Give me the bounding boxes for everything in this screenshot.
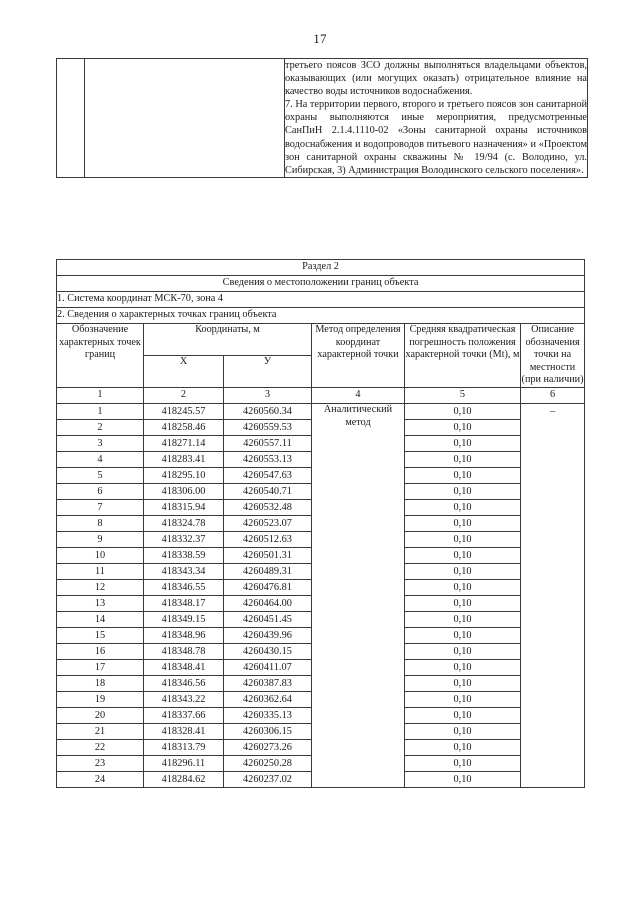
cell-point-number: 11 (57, 563, 144, 579)
cell-mean-square-error: 0,10 (405, 419, 521, 435)
cell-coordinate-x: 418271.14 (144, 435, 224, 451)
cell-coordinate-y: 4260237.02 (224, 771, 312, 787)
cell-coordinate-y: 4260512.63 (224, 531, 312, 547)
cell-coordinate-y: 4260547.63 (224, 467, 312, 483)
cell-mean-square-error: 0,10 (405, 755, 521, 771)
cell-mean-square-error: 0,10 (405, 451, 521, 467)
column-number-6: 6 (521, 387, 585, 403)
header-coordinates-group: Координаты, м (144, 324, 312, 356)
column-number-2: 2 (144, 387, 224, 403)
cell-coordinate-x: 418245.57 (144, 403, 224, 419)
cell-point-number: 1 (57, 403, 144, 419)
cell-coordinate-x: 418313.79 (144, 739, 224, 755)
page-number: 17 (313, 31, 327, 46)
cell-coordinate-y: 4260250.28 (224, 755, 312, 771)
table-row (57, 59, 588, 178)
cell-point-number: 9 (57, 531, 144, 547)
cell-coordinate-x: 418343.22 (144, 691, 224, 707)
cell-point-number: 2 (57, 419, 144, 435)
cell-coordinate-x: 418332.37 (144, 531, 224, 547)
cell-point-number: 18 (57, 675, 144, 691)
column-number-row (57, 387, 585, 403)
cell-coordinate-y: 4260439.96 (224, 627, 312, 643)
cell-coordinate-y: 4260523.07 (224, 515, 312, 531)
cell-point-number: 7 (57, 499, 144, 515)
cell-point-number: 16 (57, 643, 144, 659)
cell-coordinate-x: 418343.34 (144, 563, 224, 579)
cell-point-number: 4 (57, 451, 144, 467)
cell-coordinate-x: 418348.41 (144, 659, 224, 675)
cell-coordinate-y: 4260557.11 (224, 435, 312, 451)
cell-point-number: 21 (57, 723, 144, 739)
cell-coordinate-y: 4260532.48 (224, 499, 312, 515)
cell-point-number: 8 (57, 515, 144, 531)
cell-point-number: 3 (57, 435, 144, 451)
cell-coordinate-y: 4260362.64 (224, 691, 312, 707)
cell-mean-square-error: 0,10 (405, 483, 521, 499)
cell-coordinate-x: 418348.96 (144, 627, 224, 643)
cell-point-number: 22 (57, 739, 144, 755)
cell-mean-square-error: 0,10 (405, 643, 521, 659)
cell-mean-square-error: 0,10 (405, 563, 521, 579)
cell-coordinate-x: 418306.00 (144, 483, 224, 499)
cell-point-number: 24 (57, 771, 144, 787)
cell-mean-square-error: 0,10 (405, 691, 521, 707)
cell-mean-square-error: 0,10 (405, 659, 521, 675)
section-title-row (57, 260, 585, 276)
cell-coordinate-x: 418346.56 (144, 675, 224, 691)
cell-coordinate-x: 418283.41 (144, 451, 224, 467)
cell-coordinate-x: 418258.46 (144, 419, 224, 435)
header-method: Метод определения координат характерной точки (312, 324, 405, 388)
cell-mean-square-error: 0,10 (405, 531, 521, 547)
cell-coordinate-x: 418295.10 (144, 467, 224, 483)
cell-point-number: 10 (57, 547, 144, 563)
cell-coordinate-x: 418348.78 (144, 643, 224, 659)
cell-mean-square-error: 0,10 (405, 611, 521, 627)
cell-coordinate-x: 418338.59 (144, 547, 224, 563)
cell-coordinate-x: 418328.41 (144, 723, 224, 739)
table-row (57, 403, 585, 419)
cell-coordinate-x: 418296.11 (144, 755, 224, 771)
cell-coordinate-x: 418348.17 (144, 595, 224, 611)
cell-mean-square-error: 0,10 (405, 771, 521, 787)
cell-point-number: 23 (57, 755, 144, 771)
cell-mean-square-error: 0,10 (405, 499, 521, 515)
header-point-designation: Обозначение характерных точек границ (57, 324, 144, 388)
header-mean-square-error: Средняя квадратическая погрешность положения характерной точки (Mt), м (405, 324, 521, 388)
cell-coordinate-y: 4260501.31 (224, 547, 312, 563)
cell-point-number: 19 (57, 691, 144, 707)
cell-method-merged: Аналитический метод (312, 403, 405, 787)
cell-coordinate-x: 418346.55 (144, 579, 224, 595)
continuation-table (56, 58, 588, 178)
cell-coordinate-y: 4260335.13 (224, 707, 312, 723)
cell-coordinate-y: 4260464.00 (224, 595, 312, 611)
cell-mean-square-error: 0,10 (405, 515, 521, 531)
header-coordinate-y: У (224, 355, 312, 387)
cell-coordinate-x: 418349.15 (144, 611, 224, 627)
column-number-3: 3 (224, 387, 312, 403)
cell-coordinate-y: 4260476.81 (224, 579, 312, 595)
cell-mean-square-error: 0,10 (405, 547, 521, 563)
cell-mean-square-error: 0,10 (405, 739, 521, 755)
cell-mean-square-error: 0,10 (405, 595, 521, 611)
column-number-4: 4 (312, 387, 405, 403)
cell-coordinate-y: 4260306.15 (224, 723, 312, 739)
header-coordinate-x: X (144, 355, 224, 387)
cell-coordinate-y: 4260540.71 (224, 483, 312, 499)
cell-mean-square-error: 0,10 (405, 707, 521, 723)
cell-point-number: 13 (57, 595, 144, 611)
cell-coordinate-y: 4260451.45 (224, 611, 312, 627)
cell-mean-square-error: 0,10 (405, 627, 521, 643)
table-header-row-1 (57, 324, 585, 356)
cell-coordinate-x: 418284.62 (144, 771, 224, 787)
cell-coordinate-y: 4260489.31 (224, 563, 312, 579)
cell-coordinate-y: 4260559.53 (224, 419, 312, 435)
continuation-paragraph-1: третьего поясов ЗСО должны выполняться владельцами объектов, оказывающих (или могущих оказать) отрицательное влияние на качество воды источников водоснабжения. (285, 60, 587, 98)
cell-coordinate-y: 4260387.83 (224, 675, 312, 691)
cell-coordinate-y: 4260430.15 (224, 643, 312, 659)
cell-mean-square-error: 0,10 (405, 723, 521, 739)
cell-mean-square-error: 0,10 (405, 579, 521, 595)
section-item-2-row (57, 308, 585, 324)
cell-coordinate-y: 4260553.13 (224, 451, 312, 467)
cell-point-number: 12 (57, 579, 144, 595)
continuation-cell-empty-1 (57, 59, 85, 178)
section-subtitle: Сведения о местоположении границ объекта (57, 276, 585, 292)
cell-coordinate-x: 418315.94 (144, 499, 224, 515)
points-info-label: 2. Сведения о характерных точках границ объекта (57, 308, 585, 324)
cell-coordinate-x: 418324.78 (144, 515, 224, 531)
section-title: Раздел 2 (57, 260, 585, 276)
cell-mean-square-error: 0,10 (405, 435, 521, 451)
column-number-5: 5 (405, 387, 521, 403)
cell-mean-square-error: 0,10 (405, 467, 521, 483)
cell-mean-square-error: 0,10 (405, 675, 521, 691)
continuation-paragraph-2: 7. На территории первого, второго и третьего поясов зон санитарной охраны выполняются иные мероприятия, предусмотренные СанПиН 2.1.4.1110-02 «Зоны санитарной охраны источников водоснабжения и водопроводов питьевого назначения» и «Проектом зон санитарной охраны скважины № 19/94 (с. Володино, ул. Сибирская, 3) Администрация Володинского сельского поселения». (285, 99, 587, 176)
cell-description-merged: – (521, 403, 585, 787)
cell-coordinate-y: 4260560.34 (224, 403, 312, 419)
section-subtitle-row (57, 276, 585, 292)
continuation-cell-empty-2 (85, 59, 285, 178)
cell-mean-square-error: 0,10 (405, 403, 521, 419)
section-item-1-row (57, 292, 585, 308)
cell-point-number: 15 (57, 627, 144, 643)
cell-coordinate-x: 418337.66 (144, 707, 224, 723)
continuation-cell-text (285, 59, 588, 178)
cell-point-number: 20 (57, 707, 144, 723)
coordinate-system-label: 1. Система координат МСК-70, зона 4 (57, 292, 585, 308)
header-description: Описание обозначения точки на местности (при наличии) (521, 324, 585, 388)
cell-point-number: 17 (57, 659, 144, 675)
column-number-1: 1 (57, 387, 144, 403)
cell-point-number: 14 (57, 611, 144, 627)
cell-point-number: 5 (57, 467, 144, 483)
cell-point-number: 6 (57, 483, 144, 499)
section-2-table (56, 259, 585, 788)
cell-coordinate-y: 4260411.07 (224, 659, 312, 675)
cell-coordinate-y: 4260273.26 (224, 739, 312, 755)
